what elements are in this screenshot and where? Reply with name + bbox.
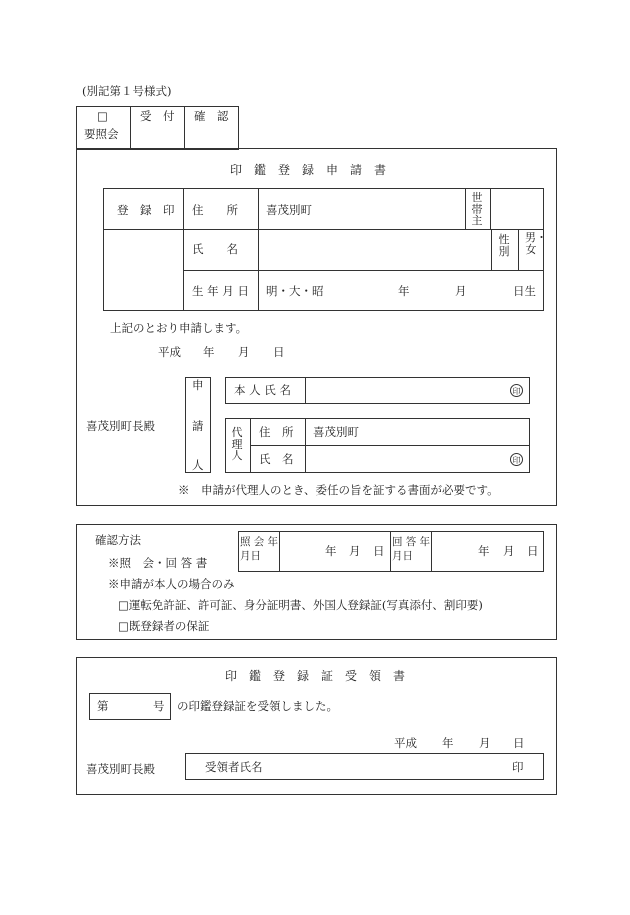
proxy-name-field[interactable] (306, 446, 506, 472)
id-document-option[interactable]: □運転免許証、許可証、身分証明書、外国人登録証(写真添付、割印要) (118, 598, 483, 612)
proxy-label: 代理人 (231, 426, 243, 463)
date-day-unit: 日 (273, 345, 285, 359)
birth-day-unit: 日生 (513, 284, 536, 298)
address-field[interactable]: 喜茂別町 (266, 203, 312, 217)
name-field[interactable] (259, 230, 490, 269)
era-options[interactable]: 明・大・昭 (266, 284, 324, 298)
date-year-unit: 年 (203, 345, 215, 359)
proxy-note: ※ 申請が代理人のとき、委任の旨を証する書面が必要です。 (178, 483, 499, 497)
received-statement: の印鑑登録証を受領しました。 (177, 699, 338, 713)
address-label: 住 所 (192, 203, 238, 217)
inquiry-month-unit: 月 (349, 544, 361, 558)
receipt-day-unit: 日 (513, 736, 525, 750)
seal-icon: 印 (510, 453, 523, 466)
recipient-name-label: 受領者氏名 (205, 760, 263, 774)
date-era: 平成 (158, 345, 181, 359)
recipient-seal-mark: 印 (512, 760, 524, 774)
self-name-field[interactable] (306, 378, 506, 403)
proxy-address-label: 住 所 (259, 425, 294, 439)
gender-label: 性別 (498, 233, 510, 258)
birth-month-unit: 月 (455, 284, 467, 298)
inquiry-checkbox[interactable]: □ (97, 109, 108, 123)
form-label: (別記第１号様式) (82, 84, 172, 98)
seal-icon: 印 (510, 384, 523, 397)
application-title: 印 鑑 登 録 申 請 書 (230, 163, 387, 177)
householder-field[interactable] (491, 189, 543, 228)
birth-year-unit: 年 (398, 284, 410, 298)
applicant-char-1: 申 (192, 378, 204, 392)
self-name-label: 本 人 氏 名 (234, 383, 291, 397)
receipt-addressee: 喜茂別町長殿 (86, 762, 155, 776)
inquiry-reply-label: ※照 会・回 答 書 (108, 556, 208, 570)
recipient-name-field[interactable] (270, 754, 500, 779)
reception-stamp-label: 受 付 (140, 109, 175, 123)
registered-seal-label: 登 録 印 (117, 203, 175, 217)
addressee: 喜茂別町長殿 (86, 419, 155, 433)
reply-day-unit: 日 (527, 544, 539, 558)
self-only-note: ※申請が本人の場合のみ (108, 577, 235, 591)
reply-date-label: 回答年月日 (392, 536, 430, 562)
confirm-stamp-label: 確 認 (194, 109, 229, 123)
inquiry-reply-table (238, 531, 544, 572)
inquiry-year-unit: 年 (325, 544, 337, 558)
application-statement: 上記のとおり申請します。 (110, 321, 248, 335)
receipt-title: 印 鑑 登 録 証 受 領 書 (225, 669, 406, 683)
inquiry-label: 要照会 (84, 127, 119, 141)
applicant-char-2: 請 (192, 419, 204, 433)
gender-options[interactable]: 男・女 (525, 231, 547, 256)
date-month-unit: 月 (238, 345, 250, 359)
householder-label: 世帯主 (471, 191, 483, 228)
receipt-date-era: 平成 (394, 736, 417, 750)
receipt-month-unit: 月 (479, 736, 491, 750)
proxy-address-field[interactable]: 喜茂別町 (313, 425, 359, 439)
inquiry-date-label: 照会年月日 (240, 536, 278, 562)
guarantor-option[interactable]: □既登録者の保証 (118, 619, 210, 633)
reply-month-unit: 月 (503, 544, 515, 558)
verification-method-label: 確認方法 (95, 533, 141, 547)
certificate-number-field[interactable] (110, 694, 150, 719)
inquiry-day-unit: 日 (373, 544, 385, 558)
proxy-name-label: 氏 名 (259, 452, 294, 466)
birth-date-label: 生 年 月 日 (192, 284, 249, 298)
name-label: 氏 名 (192, 242, 238, 256)
reply-year-unit: 年 (478, 544, 490, 558)
receipt-year-unit: 年 (442, 736, 454, 750)
applicant-char-3: 人 (192, 458, 204, 472)
number-prefix: 第 (97, 699, 109, 713)
number-suffix: 号 (153, 699, 165, 713)
